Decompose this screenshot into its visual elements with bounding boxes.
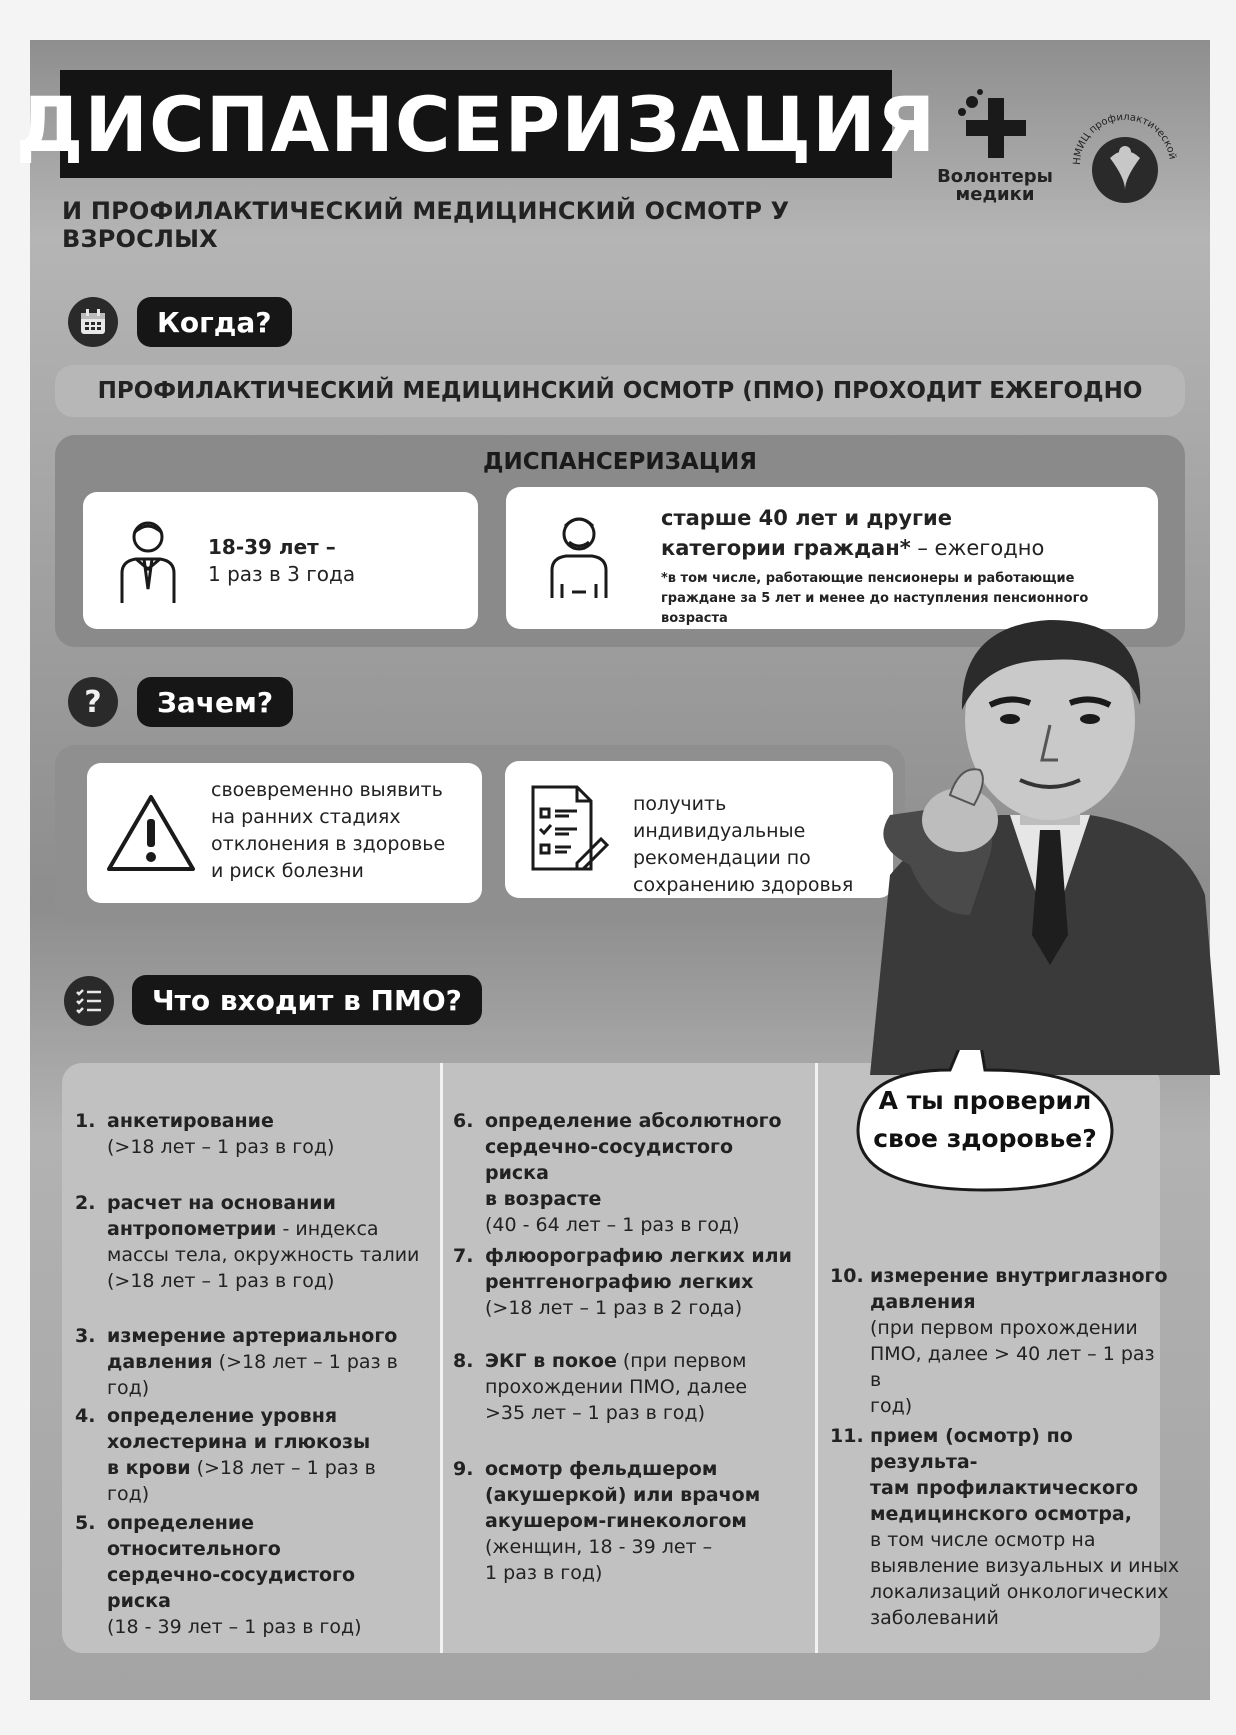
nmits-logo-textpath: НМИЦ профилактической: [1071, 111, 1178, 166]
volunteers-logo-line2: медики: [955, 184, 1035, 205]
item-title: там профилактического: [870, 1477, 1139, 1499]
item-title: антропометрии: [107, 1218, 277, 1240]
pmo-annual-band: ПРОФИЛАКТИЧЕСКИЙ МЕДИЦИНСКИЙ ОСМОТР (ПМО) ПРОХОДИТ ЕЖЕГОДНО: [55, 365, 1185, 417]
item-title: ЭКГ в покое: [485, 1350, 617, 1372]
item-detail: прохождении ПМО, далее: [485, 1376, 748, 1398]
item-title: рентгенографию легких: [485, 1271, 754, 1293]
item-number: 10.: [830, 1265, 864, 1287]
item-title: в крови: [107, 1457, 191, 1479]
item-title: определение абсолютного: [485, 1110, 782, 1132]
card-recommendations: [505, 761, 893, 898]
item-detail: (>18 лет – 1 раз в 2 года): [485, 1297, 743, 1319]
item-number: 6.: [453, 1110, 474, 1132]
age-18-39-text: [208, 534, 355, 588]
item-title: анкетирование: [107, 1110, 274, 1132]
reason1-line3: отклонения в здоровье: [211, 833, 446, 855]
item-title: акушером-гинекологом: [485, 1510, 747, 1532]
question-icon: ?: [68, 677, 118, 727]
item-title: осмотр фельдшером: [485, 1458, 718, 1480]
item-title: сердечно-сосудистого риска: [107, 1564, 356, 1612]
item-title: определение уровня: [107, 1405, 338, 1427]
item-title: расчет на основании: [107, 1192, 336, 1214]
older-man-icon: [548, 512, 610, 600]
item-detail: (при первом прохождении: [870, 1317, 1138, 1339]
older-line2-bold: категории граждан*: [661, 536, 911, 560]
item-title: измерение артериального: [107, 1325, 398, 1347]
age-18-39-frequency: 1 раз в 3 года: [208, 562, 356, 586]
nmits-logo: [1060, 100, 1190, 230]
pmo-item-6: [453, 1108, 793, 1238]
item-detail: (при первом: [616, 1350, 747, 1372]
item-title: холестерина и глюкозы: [107, 1431, 371, 1453]
pmo-label: Что входит в ПМО?: [132, 975, 482, 1025]
item-detail: выявление визуальных и иных: [870, 1555, 1180, 1577]
item-number: 4.: [75, 1405, 96, 1427]
item-detail: (>18 лет – 1 раз в год): [107, 1351, 398, 1399]
pointing-man-illustration: [850, 615, 1220, 1075]
pmo-item-2: [75, 1190, 420, 1294]
reason2-line2: рекомендации по: [633, 847, 811, 869]
older-footnote-line1: *в том числе, работающие пенсионеры и работающие: [661, 571, 1075, 586]
pmo-item-5: [75, 1510, 420, 1640]
item-detail: год): [870, 1395, 913, 1417]
item-title: давления: [870, 1291, 976, 1313]
card-age-18-39: [83, 492, 478, 629]
item-number: 5.: [75, 1512, 96, 1534]
card-early-detection: [87, 763, 482, 903]
speech-bubble-text: [865, 1082, 1105, 1158]
item-number: 1.: [75, 1110, 96, 1132]
item-title: (акушеркой) или врачом: [485, 1484, 761, 1506]
item-detail: ПМО, далее > 40 лет – 1 раз в: [870, 1343, 1155, 1391]
young-man-icon: [118, 517, 178, 605]
item-number: 9.: [453, 1458, 474, 1480]
item-number: 2.: [75, 1192, 96, 1214]
item-number: 8.: [453, 1350, 474, 1372]
dispensarization-title: ДИСПАНСЕРИЗАЦИЯ: [482, 449, 758, 475]
item-title: медицинского осмотра,: [870, 1503, 1132, 1525]
item-number: 7.: [453, 1245, 474, 1267]
item-detail: (18 - 39 лет – 1 раз в год): [107, 1616, 362, 1638]
item-detail: - индекса: [276, 1218, 379, 1240]
older-footnote-line2: граждане за 5 лет и менее до наступления пенсионного возраста: [661, 591, 1089, 626]
pmo-item-3: [75, 1323, 420, 1401]
item-title: в возрасте: [485, 1188, 602, 1210]
item-number: 11.: [830, 1425, 864, 1447]
warning-icon: [105, 791, 197, 875]
item-detail: (>18 лет – 1 раз в год): [107, 1457, 376, 1505]
why-label: Зачем?: [137, 677, 293, 727]
item-title: измерение внутриглазного: [870, 1265, 1168, 1287]
volunteers-medics-logo: [925, 88, 1065, 204]
item-detail: (40 - 64 лет – 1 раз в год): [485, 1214, 740, 1236]
pmo-item-9: [453, 1456, 793, 1586]
item-detail: заболеваний: [870, 1607, 999, 1629]
pmo-item-4: [75, 1403, 420, 1507]
item-number: 3.: [75, 1325, 96, 1347]
older-line1: старше 40 лет и другие: [661, 506, 952, 530]
item-title: давления: [107, 1351, 213, 1373]
item-detail: 1 раз в год): [485, 1562, 603, 1584]
pmo-item-1: [75, 1108, 405, 1160]
pmo-item-10: [830, 1263, 1170, 1419]
reason1-line2: на ранних стадиях: [211, 806, 401, 828]
checklist-icon: [527, 783, 611, 875]
item-detail: (>18 лет – 1 раз в год): [107, 1270, 335, 1292]
item-detail: (женщин, 18 - 39 лет –: [485, 1536, 713, 1558]
calendar-icon: [68, 297, 118, 347]
column-divider-2: [815, 1063, 818, 1653]
item-detail: массы тела, окружность талии: [107, 1244, 420, 1266]
reason1-line4: и риск болезни: [211, 860, 364, 882]
reason2-line1: получить индивидуальные: [633, 793, 806, 842]
column-divider-1: [440, 1063, 443, 1653]
list-check-icon: [64, 976, 114, 1026]
speech-line2: свое здоровье?: [873, 1124, 1097, 1153]
item-title: прием (осмотр) по результа-: [870, 1425, 1073, 1473]
older-line2-rest: – ежегодно: [910, 536, 1045, 560]
speech-line1: А ты проверил: [878, 1086, 1092, 1115]
age-40-plus-text: [661, 503, 1044, 563]
item-detail: (>18 лет – 1 раз в год): [107, 1136, 335, 1158]
pmo-item-7: [453, 1243, 793, 1321]
item-title: определение относительного: [107, 1512, 281, 1560]
item-title: сердечно-сосудистого риска: [485, 1136, 734, 1184]
pmo-item-11: [830, 1423, 1180, 1631]
age-dash: –: [318, 535, 336, 559]
card-age-40-plus: [506, 487, 1158, 629]
why-panel: [55, 745, 905, 923]
reason1-line1: своевременно выявить: [211, 779, 443, 801]
volunteers-logo-line1: Волонтеры: [937, 166, 1053, 187]
pmo-item-8: [453, 1348, 793, 1426]
item-title: флюорографию легких или: [485, 1245, 792, 1267]
page-title: ДИСПАНСЕРИЗАЦИЯ: [15, 79, 937, 169]
item-detail: >35 лет – 1 раз в год): [485, 1402, 705, 1424]
item-detail: в том числе осмотр на: [870, 1529, 1096, 1551]
cross-plus-icon: [950, 88, 1040, 168]
item-detail: локализаций онкологических: [870, 1581, 1169, 1603]
reason1-text: [211, 777, 445, 885]
reason2-line3: сохранению здоровья: [633, 874, 854, 896]
page-subtitle: И ПРОФИЛАКТИЧЕСКИЙ МЕДИЦИНСКИЙ ОСМОТР У ВЗРОСЛЫХ: [62, 197, 790, 253]
age-18-39: 18-39 лет: [208, 535, 319, 559]
when-label: Когда?: [137, 297, 292, 347]
title-banner: [15, 70, 937, 178]
